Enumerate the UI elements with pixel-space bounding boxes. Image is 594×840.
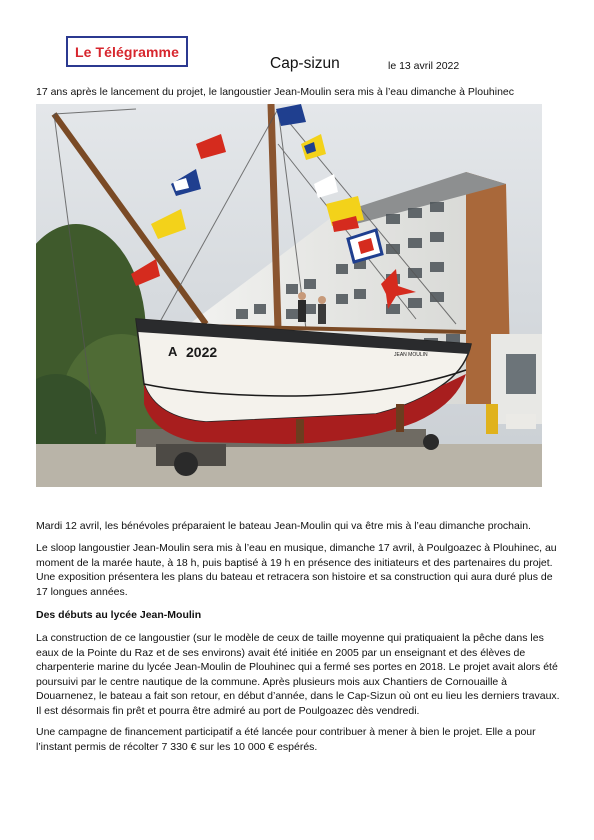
logo-text: Le Télégramme [74, 43, 179, 60]
hull-name: JEAN MOULIN [394, 352, 428, 358]
section-subhead: Des débuts au lycée Jean-Moulin [36, 609, 202, 621]
hull-prefix: A [168, 344, 178, 359]
photo-caption: Mardi 12 avril, les bénévoles préparaient le bateau Jean-Moulin qui va être mis à l’eau dimanche prochain. [36, 520, 531, 532]
article-date: le 13 avril 2022 [388, 60, 460, 72]
article-headline: 17 ans après le lancement du projet, le langoustier Jean-Moulin sera mis à l’eau dimanche à Plouhinec [36, 86, 515, 98]
article-photo [36, 104, 542, 487]
newspaper-logo [66, 36, 188, 67]
section-title: Cap-sizun [270, 55, 340, 72]
paragraph-2: La construction de ce langoustier (sur le modèle de ceux de taille moyenne qui pratiquaient la pêche dans les eaux de la Pointe du Raz et de ses environs) avait été initiée en 2005 par un enseignant et des élèves de charpenterie marine du lycée Jean-Moulin de Plouhinec qui a fermé ses portes en 2018. Le projet avait alors été poursuivi par le centre nautique de la commune. Après plusieurs mois aux Chantiers de Cornouaille à Douarnenez, le bateau a fait son retour, en début d’année, dans le Cap-Sizun où ont eu lieu les derniers travaux. Il est désormais fin prêt et pourra être admiré au port de Poulgoazec dès vendredi. [36, 632, 560, 717]
hull-number: 2022 [186, 344, 218, 360]
boat-photo-illustration [36, 104, 542, 487]
paragraph-3: Une campagne de financement participatif a été lancée pour contribuer à mener à bien le projet. Elle a pour l’instant permis de récolter 7 330 € sur les 10 000 € espérés. [36, 726, 536, 753]
paragraph-1: Le sloop langoustier Jean-Moulin sera mis à l’eau en musique, dimanche 17 avril, à Poulgoazec à Plouhinec, au moment de la marée haute, à 18 h, puis baptisé à 19 h en présence des initiateurs et des partenaires du projet. Une exposition présentera les plans du bateau et retracera son histoire et sa construction qui aura duré plus de 17 longues années. [36, 542, 557, 598]
